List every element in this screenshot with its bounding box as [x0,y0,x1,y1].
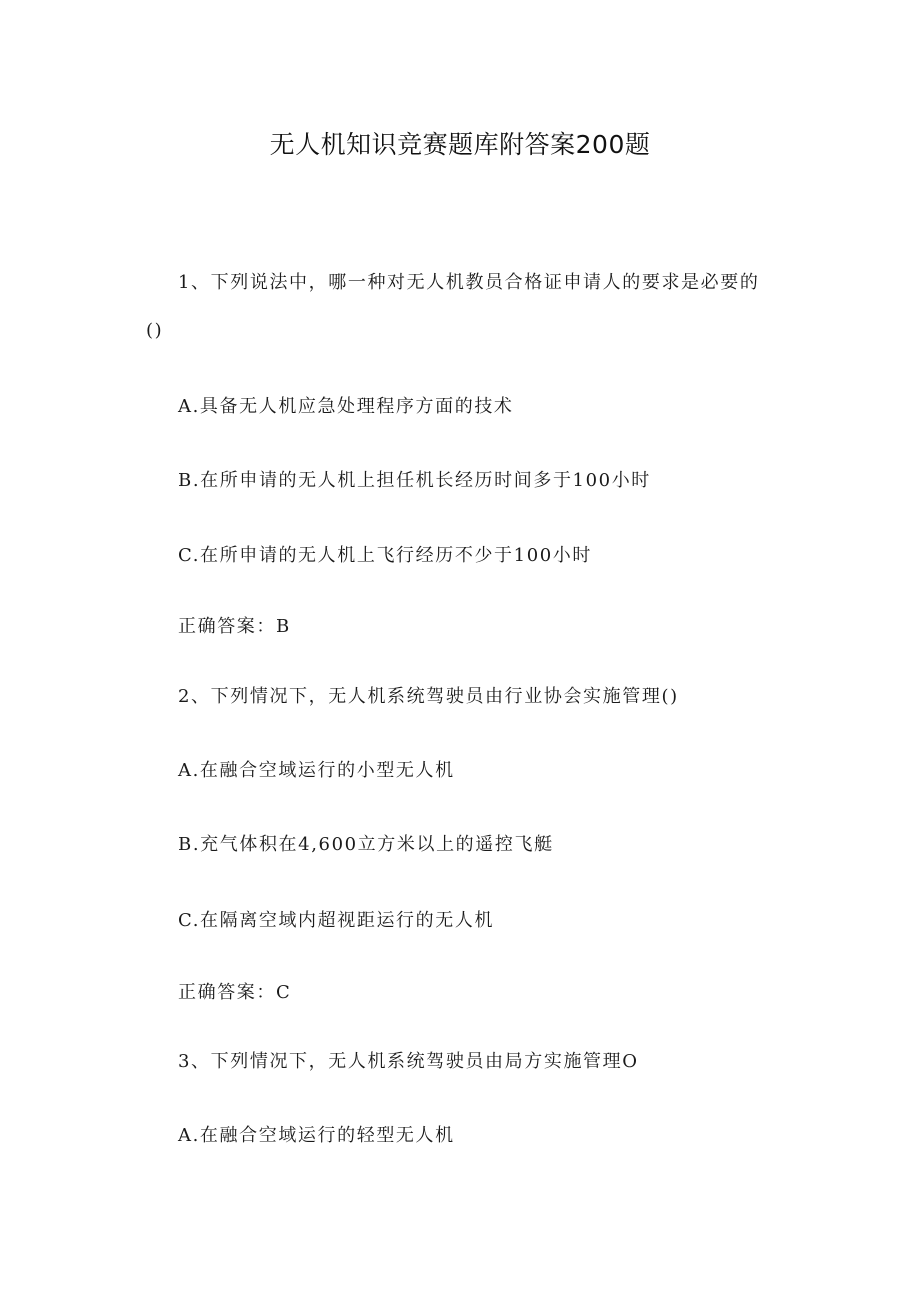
question-1-stem: 1、下列说法中，哪一种对无人机教员合格证申请人的要求是必要的 [178,272,760,293]
question-1-option-c: C.在所申请的无人机上飞行经历不少于100小时 [178,545,593,566]
question-2-option-a: A.在融合空域运行的小型无人机 [178,760,455,781]
question-1-answer: 正确答案：B [178,616,291,637]
question-2-stem: 2、下列情况下，无人机系统驾驶员由行业协会实施管理() [178,686,679,707]
question-3-option-a: A.在融合空域运行的轻型无人机 [178,1125,455,1146]
document-title: 无人机知识竞赛题库附答案200题 [269,130,651,159]
question-2-option-c: C.在隔离空域内超视距运行的无人机 [178,910,495,931]
question-1-option-a: A.具备无人机应急处理程序方面的技术 [178,396,514,417]
question-2-answer: 正确答案：C [178,982,292,1003]
question-1-option-b: B.在所申请的无人机上担任机长经历时间多于100小时 [178,470,651,491]
question-3-stem: 3、下列情况下，无人机系统驾驶员由局方实施管理O [178,1051,639,1072]
question-1-stem-continuation: () [146,320,164,341]
question-2-option-b: B.充气体积在4,600立方米以上的遥控飞艇 [178,834,554,855]
